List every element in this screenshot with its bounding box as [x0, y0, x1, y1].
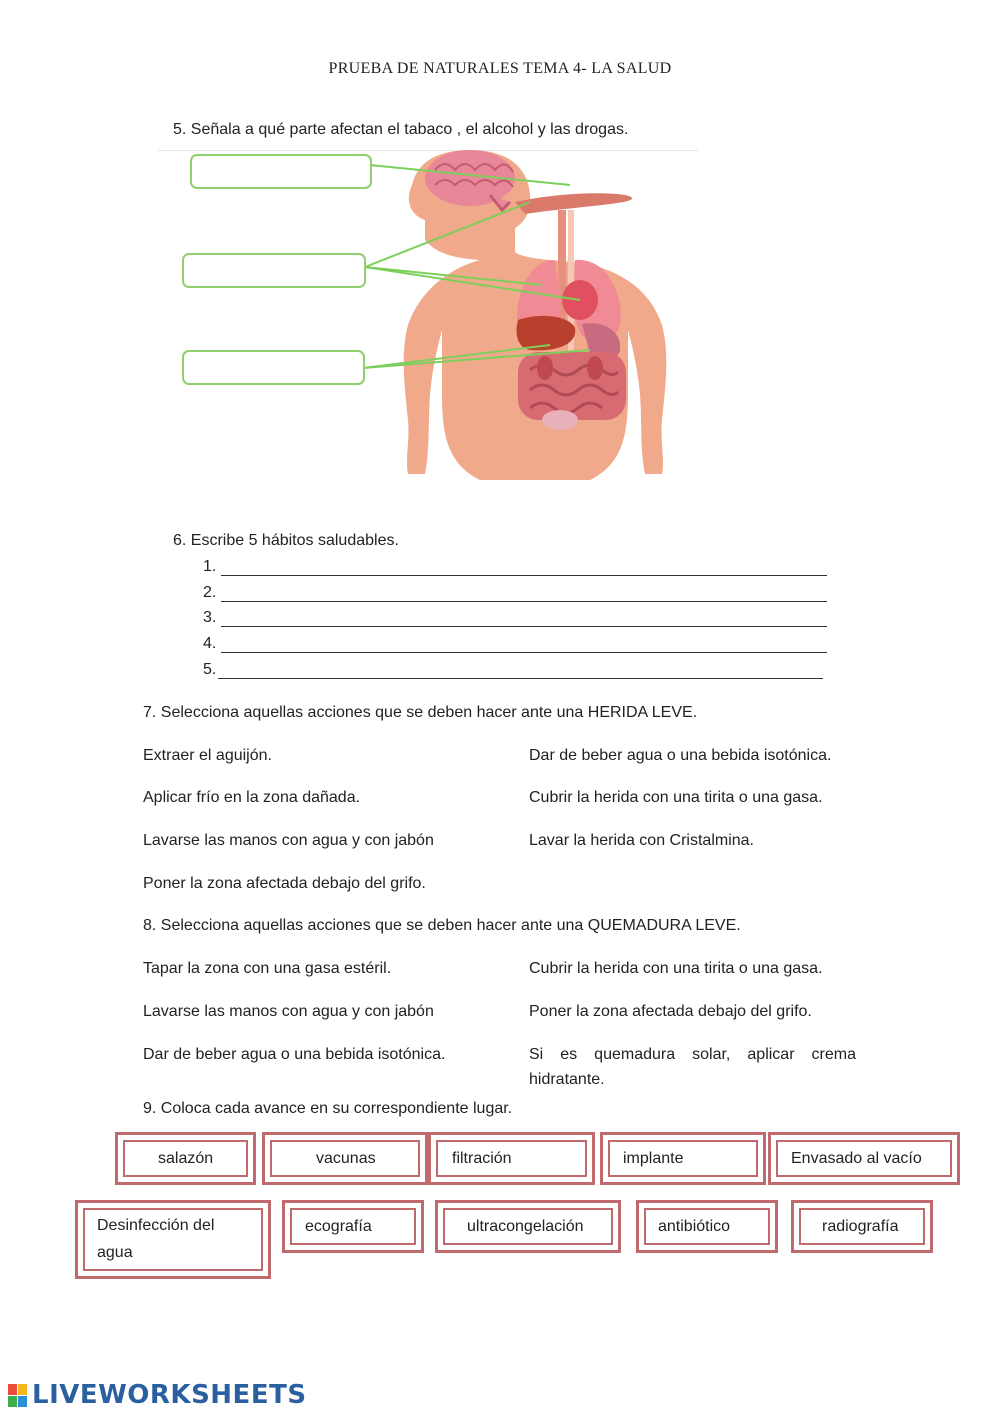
liveworksheets-logo[interactable]: LIVEWORKSHEETS: [32, 1380, 307, 1410]
habit-line-5[interactable]: [203, 661, 216, 679]
intestines: [518, 352, 626, 430]
habit-line-1[interactable]: [203, 558, 216, 576]
q8-option[interactable]: Poner la zona afectada debajo del grifo.: [529, 1003, 812, 1020]
answer-rule: [221, 601, 827, 602]
answer-rule: [218, 678, 823, 679]
chip-desinfeccion-del-agua[interactable]: Desinfección del agua: [75, 1200, 271, 1279]
q8-option[interactable]: Lavarse las manos con agua y con jabón: [143, 1003, 434, 1020]
q7-option[interactable]: Poner la zona afectada debajo del grifo.: [143, 875, 426, 892]
q8-option[interactable]: Tapar la zona con una gasa estéril.: [143, 960, 392, 977]
answer-rule: [221, 575, 827, 576]
q7-option[interactable]: Aplicar frío en la zona dañada.: [143, 789, 361, 806]
chip-envasado-al-vacio[interactable]: Envasado al vacío: [768, 1132, 960, 1185]
page-title: PRUEBA DE NATURALES TEMA 4- LA SALUD: [328, 60, 672, 77]
q8-option[interactable]: Dar de beber agua o una bebida isotónica.: [143, 1046, 446, 1063]
question-5: 5. Señala a qué parte afectan el tabaco , el alcohol y las drogas.: [173, 121, 629, 138]
chip-antibiotico[interactable]: antibiótico: [636, 1200, 778, 1253]
q7-option[interactable]: Lavarse las manos con agua y con jabón: [143, 832, 434, 849]
q8-option[interactable]: Si es quemadura solar, aplicar crema: [529, 1046, 856, 1063]
q7-option[interactable]: Cubrir la herida con una tirita o una gasa.: [529, 789, 823, 806]
chip-salazon[interactable]: salazón: [115, 1132, 256, 1185]
answer-box-brain[interactable]: [190, 154, 372, 189]
chip-implante[interactable]: implante: [600, 1132, 766, 1185]
line-number: 5.: [203, 661, 217, 678]
q8-option-continuation: hidratante.: [529, 1071, 605, 1088]
answer-box-digestive[interactable]: [182, 350, 365, 385]
liveworksheets-icon: [8, 1384, 28, 1408]
kidney-right: [587, 356, 603, 380]
human-body-diagram: [150, 140, 710, 490]
question-7: 7. Selecciona aquellas acciones que se deben hacer ante una HERIDA LEVE.: [143, 704, 698, 721]
answer-box-lungs-heart[interactable]: [182, 253, 366, 288]
habit-line-3[interactable]: [203, 609, 216, 627]
q8-option[interactable]: Cubrir la herida con una tirita o una gasa.: [529, 960, 823, 977]
habit-line-2[interactable]: [203, 584, 216, 602]
chip-ultracongelacion[interactable]: ultracongelación: [435, 1200, 621, 1253]
chip-vacunas[interactable]: vacunas: [262, 1132, 428, 1185]
q7-option[interactable]: Lavar la herida con Cristalmina.: [529, 832, 754, 849]
line-number: 4.: [203, 635, 217, 652]
line-number: 1.: [203, 558, 217, 575]
question-9: 9. Coloca cada avance en su correspondiente lugar.: [143, 1100, 513, 1117]
chip-ecografia[interactable]: ecografía: [282, 1200, 424, 1253]
answer-rule: [221, 652, 827, 653]
chip-radiografia[interactable]: radiografía: [791, 1200, 933, 1253]
q7-option[interactable]: Extraer el aguijón.: [143, 747, 272, 764]
q7-option[interactable]: Dar de beber agua o una bebida isotónica.: [529, 747, 832, 764]
question-6: 6. Escribe 5 hábitos saludables.: [173, 532, 399, 549]
line-number: 3.: [203, 609, 217, 626]
habit-line-4[interactable]: [203, 635, 216, 653]
answer-rule: [221, 626, 827, 627]
kidney-left: [537, 356, 553, 380]
question-8: 8. Selecciona aquellas acciones que se deben hacer ante una QUEMADURA LEVE.: [143, 917, 741, 934]
chip-filtracion[interactable]: filtración: [428, 1132, 595, 1185]
line-number: 2.: [203, 584, 217, 601]
